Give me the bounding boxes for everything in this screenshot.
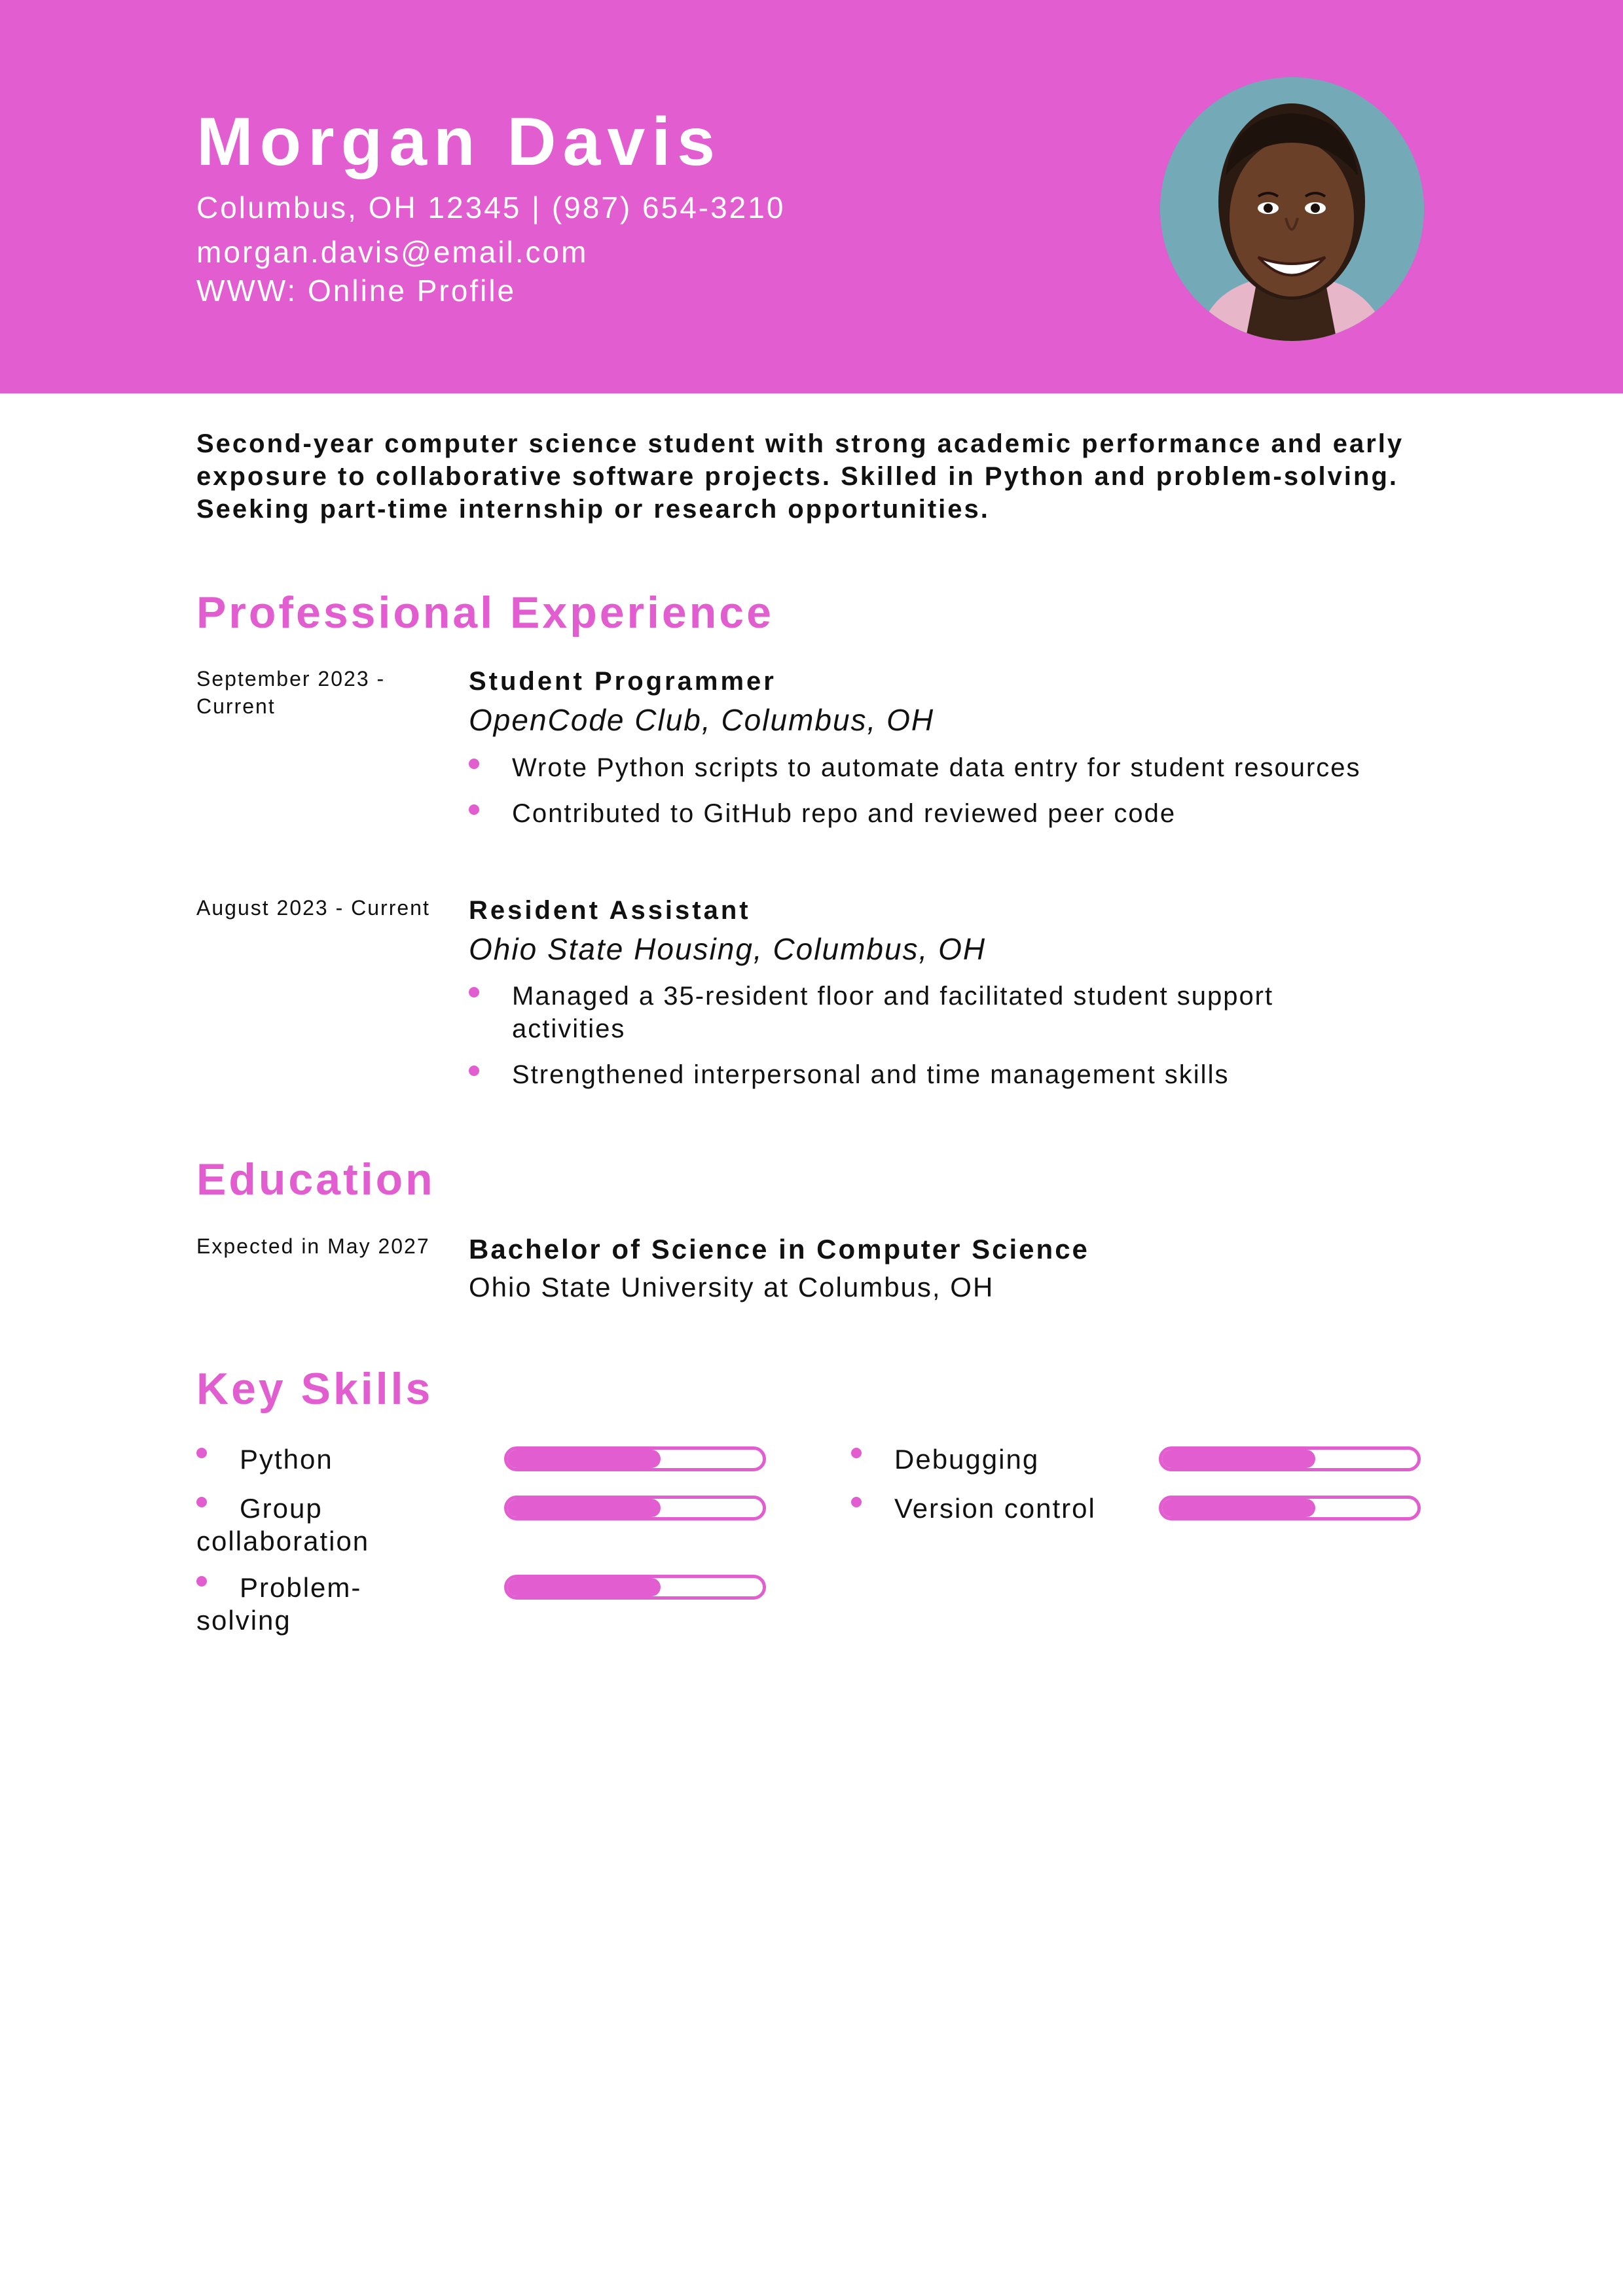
website-link[interactable]: WWW: Online Profile — [196, 274, 517, 308]
job-2-dates: August 2023 - Current — [196, 896, 430, 920]
skill-label: Problem-solving — [196, 1572, 362, 1636]
skill-bar-python — [504, 1446, 766, 1471]
job-1-bullets — [469, 751, 1385, 843]
bullet-dot — [851, 1497, 862, 1507]
skill-bar-fill — [1162, 1499, 1315, 1517]
bullet-dot — [851, 1448, 862, 1458]
profile-photo — [1160, 77, 1424, 341]
job-2-title: Resident Assistant — [469, 896, 751, 925]
school-name: Ohio State University at Columbus, OH — [469, 1272, 994, 1302]
skill-name-debugging — [851, 1443, 1126, 1476]
section-title-experience: Professional Experience — [196, 588, 774, 637]
summary-paragraph: Second-year computer science student with strong academic performance and early exposure to collaborative software projects. Skilled in Python and problem-solving. Seeking part-time internship or research opportunities. — [196, 429, 1404, 524]
skill-bar-fill — [507, 1578, 661, 1596]
skill-label: Debugging — [894, 1444, 1040, 1475]
skill-bar-debugging — [1159, 1446, 1421, 1471]
header-band — [0, 0, 1623, 393]
skill-bar-version-control — [1159, 1496, 1421, 1520]
email-link[interactable]: morgan.davis@email.com — [196, 235, 589, 269]
skill-bar-fill — [507, 1450, 661, 1468]
skill-label: Python — [240, 1444, 333, 1475]
job-1-employer: OpenCode Club, Columbus, OH — [469, 703, 935, 737]
bullet-dot — [196, 1448, 207, 1458]
skill-bar-group-collaboration — [504, 1496, 766, 1520]
bullet-dot — [196, 1497, 207, 1507]
portrait-image — [1160, 77, 1424, 341]
skill-name-python — [196, 1443, 393, 1476]
bullet-dot — [196, 1576, 207, 1587]
section-title-skills: Key Skills — [196, 1364, 433, 1414]
section-title-education: Education — [196, 1155, 435, 1204]
education-dates: Expected in May 2027 — [196, 1234, 430, 1258]
list-item: Contributed to GitHub repo and reviewed peer code — [469, 797, 1385, 830]
job-2-employer: Ohio State Housing, Columbus, OH — [469, 932, 987, 966]
address-phone: Columbus, OH 12345 | (987) 654-3210 — [196, 190, 786, 224]
skill-bar-fill — [1162, 1450, 1315, 1468]
skill-label: Group collaboration — [196, 1493, 370, 1556]
degree-title: Bachelor of Science in Computer Science — [469, 1234, 1089, 1265]
job-1-dates: September 2023 - Current — [196, 667, 386, 718]
list-item: Strengthened interpersonal and time management skills — [469, 1058, 1385, 1091]
list-item: Managed a 35-resident floor and facilitated student support activities — [469, 980, 1385, 1045]
candidate-name: Morgan Davis — [196, 104, 721, 180]
list-item: Wrote Python scripts to automate data entry for student resources — [469, 751, 1385, 784]
job-1-title: Student Programmer — [469, 667, 776, 696]
skill-label: Version control — [894, 1493, 1096, 1524]
skill-bar-fill — [507, 1499, 661, 1517]
skill-name-problem-solving — [196, 1571, 393, 1637]
skill-name-group-collaboration — [196, 1492, 393, 1558]
skill-bar-problem-solving — [504, 1575, 766, 1600]
job-2-bullets — [469, 980, 1385, 1104]
skill-name-version-control — [851, 1492, 1126, 1525]
